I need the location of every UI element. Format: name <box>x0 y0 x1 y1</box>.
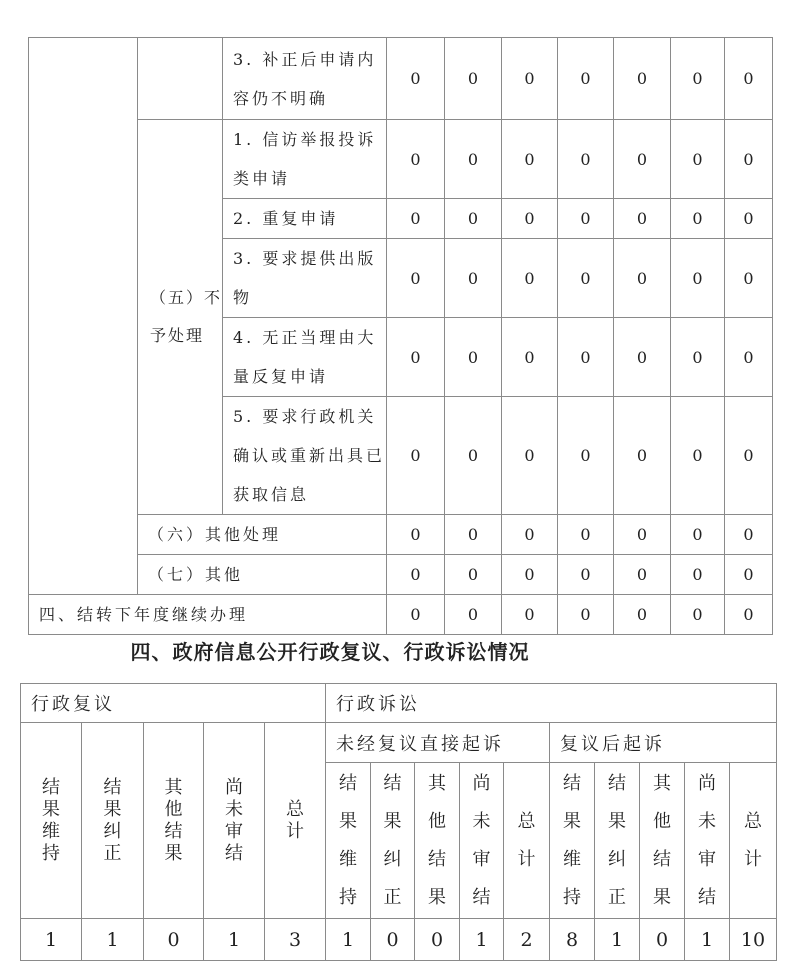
value-cell: 0 <box>614 595 671 635</box>
value-cell: 0 <box>558 239 614 318</box>
table-row <box>29 555 773 595</box>
row-label: 1. 信访举报投诉类申请 <box>223 120 387 199</box>
litigation-col-header <box>640 763 685 919</box>
value-cell: 0 <box>502 595 558 635</box>
value-cell: 0 <box>614 199 671 239</box>
value-cell: 0 <box>387 595 445 635</box>
value-cell: 3 <box>265 919 326 961</box>
application-handling-table <box>28 37 773 635</box>
col-label: 尚未审结 <box>697 772 716 908</box>
litigation-col-header <box>730 763 777 919</box>
value-cell: 0 <box>445 555 502 595</box>
col-label: 结果纠正 <box>103 776 122 864</box>
value-cell: 0 <box>671 397 725 515</box>
blank-cell <box>29 38 138 595</box>
value-cell: 0 <box>502 120 558 199</box>
value-cell: 0 <box>387 38 445 120</box>
value-cell: 10 <box>730 919 777 961</box>
table-row <box>29 120 773 199</box>
section-title: 四、政府信息公开行政复议、行政诉讼情况 <box>130 640 530 664</box>
value-cell: 0 <box>558 318 614 397</box>
litigation-col-header <box>460 763 504 919</box>
row-label: 2. 重复申请 <box>223 199 387 239</box>
value-cell: 0 <box>671 595 725 635</box>
value-cell: 0 <box>445 120 502 199</box>
value-cell: 0 <box>725 515 773 555</box>
value-cell: 0 <box>502 397 558 515</box>
col-label: 尚未审结 <box>224 776 243 864</box>
row-label: 四、结转下年度继续办理 <box>29 595 387 635</box>
value-cell: 1 <box>82 919 144 961</box>
value-cell: 0 <box>558 515 614 555</box>
value-cell: 0 <box>445 595 502 635</box>
value-cell: 0 <box>614 38 671 120</box>
value-cell: 0 <box>415 919 460 961</box>
review-col-header <box>144 723 204 919</box>
direct-suit-header: 未经复议直接起诉 <box>326 723 550 763</box>
col-label: 总计 <box>285 798 304 842</box>
value-cell: 0 <box>387 555 445 595</box>
value-cell: 0 <box>387 397 445 515</box>
value-cell: 0 <box>614 515 671 555</box>
value-cell: 0 <box>614 318 671 397</box>
col-label: 结果维持 <box>338 772 357 908</box>
col-label: 其他结果 <box>652 772 671 908</box>
table-row <box>29 515 773 555</box>
value-cell: 2 <box>504 919 550 961</box>
row-label: （七）其他 <box>138 555 387 595</box>
value-cell: 0 <box>558 555 614 595</box>
row-label: 3. 要求提供出版物 <box>223 239 387 318</box>
col-label: 结果维持 <box>562 772 581 908</box>
value-cell: 0 <box>387 239 445 318</box>
value-cell: 0 <box>144 919 204 961</box>
review-col-header <box>82 723 144 919</box>
value-cell: 0 <box>614 239 671 318</box>
row-label: 5. 要求行政机关确认或重新出具已获取信息 <box>223 397 387 515</box>
value-cell: 0 <box>725 595 773 635</box>
col-label: 结果维持 <box>41 776 60 864</box>
value-cell: 0 <box>387 120 445 199</box>
value-cell: 0 <box>671 199 725 239</box>
value-cell: 0 <box>387 318 445 397</box>
carry-row <box>29 595 773 635</box>
value-cell: 1 <box>204 919 265 961</box>
value-cell: 0 <box>502 239 558 318</box>
review-litigation-table <box>20 683 777 961</box>
value-cell: 0 <box>445 397 502 515</box>
litigation-col-header <box>550 763 595 919</box>
col-label: 总计 <box>517 810 536 870</box>
value-cell: 0 <box>725 120 773 199</box>
value-cell: 0 <box>502 38 558 120</box>
litigation-header: 行政诉讼 <box>326 684 777 723</box>
value-cell: 0 <box>614 555 671 595</box>
value-cell: 0 <box>558 199 614 239</box>
value-cell: 0 <box>445 239 502 318</box>
after-review-suit-header: 复议后起诉 <box>550 723 777 763</box>
value-cell: 0 <box>671 515 725 555</box>
value-cell: 0 <box>387 199 445 239</box>
value-cell: 1 <box>326 919 371 961</box>
value-cell: 0 <box>725 38 773 120</box>
col-label: 其他结果 <box>164 776 183 864</box>
value-cell: 0 <box>725 397 773 515</box>
litigation-col-header <box>685 763 730 919</box>
value-cell: 1 <box>460 919 504 961</box>
value-cell: 1 <box>595 919 640 961</box>
value-cell: 0 <box>725 555 773 595</box>
litigation-col-header <box>504 763 550 919</box>
value-cell: 0 <box>558 120 614 199</box>
litigation-col-header <box>415 763 460 919</box>
value-cell: 0 <box>445 199 502 239</box>
col-label: 尚未审结 <box>472 772 491 908</box>
value-cell: 0 <box>671 318 725 397</box>
value-cell: 1 <box>685 919 730 961</box>
review-col-header <box>204 723 265 919</box>
value-cell: 0 <box>671 120 725 199</box>
value-cell: 0 <box>502 515 558 555</box>
value-cell: 1 <box>21 919 82 961</box>
value-cell: 0 <box>502 199 558 239</box>
value-cell: 0 <box>558 595 614 635</box>
row-label: 3. 补正后申请内容仍不明确 <box>223 38 387 120</box>
litigation-col-header <box>595 763 640 919</box>
col-label: 结果纠正 <box>607 772 626 908</box>
litigation-col-header <box>326 763 371 919</box>
value-cell: 0 <box>371 919 415 961</box>
litigation-col-header <box>371 763 415 919</box>
value-cell: 0 <box>614 397 671 515</box>
value-cell: 0 <box>671 555 725 595</box>
value-cell: 0 <box>502 555 558 595</box>
value-cell: 0 <box>671 38 725 120</box>
col-label: 其他结果 <box>427 772 446 908</box>
value-cell: 0 <box>614 120 671 199</box>
value-cell: 8 <box>550 919 595 961</box>
value-cell: 0 <box>445 318 502 397</box>
value-cell: 0 <box>502 318 558 397</box>
value-cell: 0 <box>558 397 614 515</box>
value-cell: 0 <box>671 239 725 318</box>
col-label: 结果纠正 <box>383 772 402 908</box>
review-header: 行政复议 <box>21 684 326 723</box>
blank-cell <box>138 38 223 120</box>
row-label: （六）其他处理 <box>138 515 387 555</box>
value-cell: 0 <box>387 515 445 555</box>
review-col-header <box>21 723 82 919</box>
value-cell: 0 <box>445 515 502 555</box>
value-cell: 0 <box>640 919 685 961</box>
review-col-header <box>265 723 326 919</box>
group-label: （五）不予处理 <box>138 120 223 515</box>
row-label: 4. 无正当理由大量反复申请 <box>223 318 387 397</box>
col-label: 总计 <box>743 810 762 870</box>
value-cell: 0 <box>725 239 773 318</box>
table-row <box>29 38 773 120</box>
value-cell: 0 <box>725 318 773 397</box>
value-cell: 0 <box>558 38 614 120</box>
value-cell: 0 <box>725 199 773 239</box>
value-cell: 0 <box>445 38 502 120</box>
